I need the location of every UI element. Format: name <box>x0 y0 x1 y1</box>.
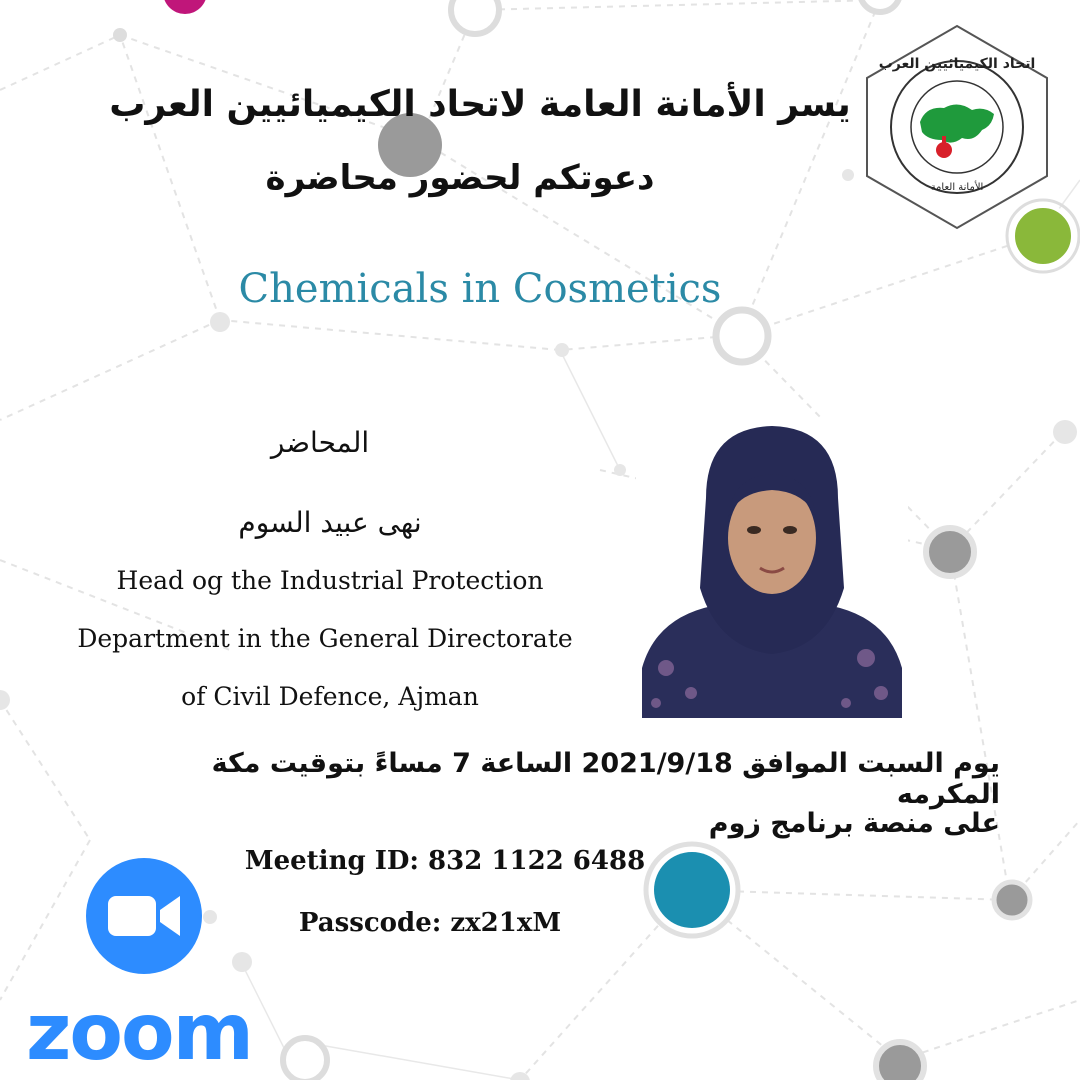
logo-name: اتحاد الكيميائيين العرب <box>878 56 1036 72</box>
gray-node <box>926 528 974 576</box>
teal-node <box>654 852 730 928</box>
meeting-passcode[interactable]: Passcode: zx21xM <box>298 908 562 938</box>
gray-node <box>994 882 1030 918</box>
lecturer-label: المحاضر <box>270 426 370 459</box>
lecturer-name: نهى عبيد السوم <box>238 506 422 539</box>
lecture-title: Chemicals in Cosmetics <box>238 266 722 312</box>
logo-subtitle: الأمانة العامة <box>930 182 984 193</box>
lecturer-role-line-3: of Civil Defence, Ajman <box>181 682 479 711</box>
meeting-id[interactable]: Meeting ID: 832 1122 6488 <box>244 846 646 876</box>
lecturer-photo <box>636 418 908 718</box>
video-camera-icon <box>86 858 202 974</box>
zoom-wordmark: zoom <box>26 988 252 1078</box>
arab-chemists-union-logo <box>862 22 1052 232</box>
schedule-platform: على منصة برنامج زوم <box>708 808 1000 839</box>
lecturer-role-line-2: Department in the General Directorate <box>77 624 573 653</box>
header-line-2: دعوتكم لحضور محاضرة <box>265 158 655 198</box>
header-line-1: يسر الأمانة العامة لاتحاد الكيميائيين العرب <box>109 84 851 125</box>
schedule-datetime: يوم السبت الموافق 2021/9/18 الساعة 7 مساءً بتوقيت مكة المكرمه <box>211 748 1000 810</box>
lecturer-role-line-1: Head og the Industrial Protection <box>116 566 544 595</box>
flask-icon <box>936 142 952 158</box>
magenta-node <box>163 0 207 14</box>
